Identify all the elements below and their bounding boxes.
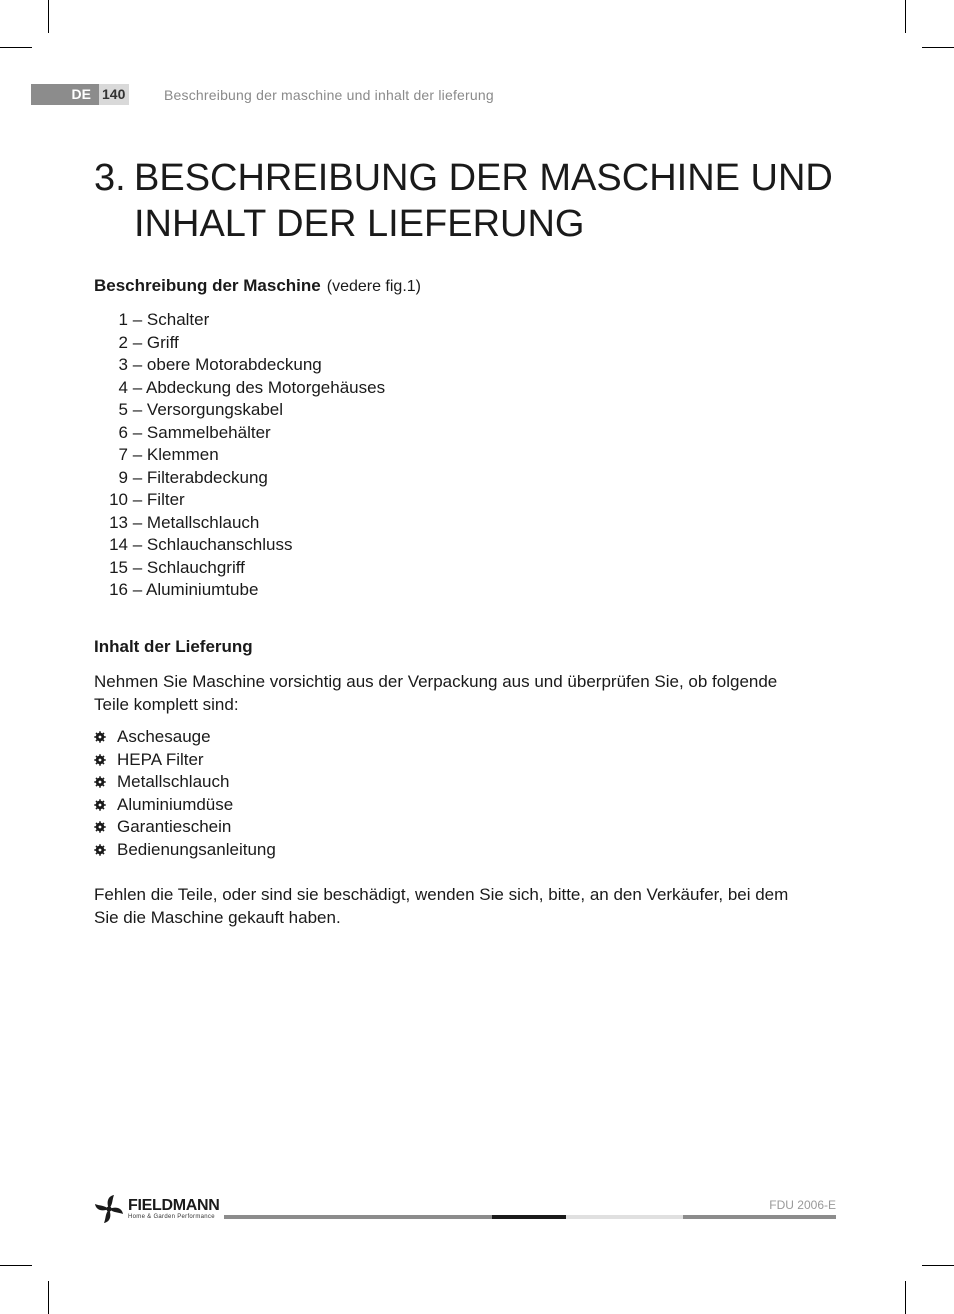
list-item [94, 354, 385, 377]
contents-item-label: Aluminiumdüse [117, 794, 234, 814]
part-label: – Versorgungskabel [132, 400, 284, 419]
list-item [94, 749, 276, 772]
title-line-2: INHALT DER LIEFERUNG [134, 203, 585, 245]
description-heading-text: Beschreibung der Maschine [94, 276, 321, 295]
contents-list [94, 726, 276, 861]
list-item [94, 309, 385, 332]
rule-segment [224, 1215, 492, 1219]
part-number: 15 [109, 557, 128, 577]
gear-bullet-icon [94, 816, 117, 838]
list-item [94, 557, 385, 580]
part-label: – Schlauchgriff [132, 557, 245, 577]
part-label: – obere Motorabdeckung [132, 355, 322, 374]
list-item [94, 377, 385, 400]
crop-mark [905, 1281, 906, 1314]
part-label: – Filterabdeckung [132, 467, 268, 487]
list-item [94, 489, 385, 512]
rule-segment [566, 1215, 683, 1219]
page-number: 140 [102, 86, 126, 102]
gear-bullet-icon [94, 749, 117, 771]
crop-mark [48, 0, 49, 33]
brand-name: FIELDMANN [128, 1197, 220, 1214]
fan-logo-icon [94, 1194, 124, 1224]
title-line-1: BESCHREIBUNG DER MASCHINE UND [134, 157, 833, 199]
list-item [94, 467, 385, 490]
list-item [94, 771, 276, 794]
section-number: 3. [94, 157, 126, 199]
part-label: – Aluminiumtube [132, 580, 259, 599]
part-number: 2 [118, 332, 128, 352]
list-item [94, 534, 385, 557]
crop-mark [922, 47, 954, 48]
crop-mark [905, 0, 906, 33]
part-number: 16 [109, 580, 128, 599]
part-label: – Metallschlauch [132, 512, 260, 532]
part-label: – Klemmen [132, 445, 219, 464]
list-item [94, 332, 385, 355]
part-number: 3 [118, 355, 128, 374]
crop-mark [922, 1265, 954, 1266]
crop-mark [48, 1281, 49, 1314]
part-number: 7 [118, 445, 128, 464]
list-item [94, 839, 276, 862]
part-number: 10 [109, 490, 128, 509]
missing-parts-note: Fehlen die Teile, oder sind sie beschädigt, wenden Sie sich, bitte, an den Verkäufer, bei dem Sie die Maschine gekauft haben. [94, 885, 789, 927]
brand-tagline: Home & Garden Performance [128, 1214, 215, 1220]
list-item [94, 444, 385, 467]
crop-mark [0, 1265, 32, 1266]
part-number: 4 [118, 377, 128, 397]
part-label: – Sammelbehälter [132, 422, 271, 442]
page-number-box [99, 84, 129, 105]
language-code: DE [71, 86, 91, 102]
part-label: – Abdeckung des Motorgehäuses [132, 377, 386, 397]
contents-heading: Inhalt der Lieferung [94, 637, 253, 656]
contents-item-label: HEPA Filter [117, 749, 204, 769]
part-number: 5 [118, 400, 128, 419]
description-heading [94, 276, 421, 296]
fieldmann-logo [94, 1193, 224, 1225]
part-label: – Schlauchanschluss [132, 535, 293, 554]
list-item [94, 512, 385, 535]
contents-item-label: Bedienungsanleitung [117, 839, 276, 859]
running-title: Beschreibung der maschine und inhalt der lieferung [164, 87, 494, 103]
gear-bullet-icon [94, 794, 117, 816]
contents-intro: Nehmen Sie Maschine vorsichtig aus der Verpackung aus und überprüfen Sie, ob folgende Teile komplett sind: [94, 672, 778, 714]
part-number: 1 [118, 310, 128, 329]
contents-item-label: Garantieschein [117, 817, 232, 836]
part-label: – Griff [132, 332, 179, 352]
footer-rule [224, 1215, 836, 1219]
gear-bullet-icon [94, 839, 117, 861]
figure-reference: (vedere fig.1) [326, 278, 421, 295]
part-number: 9 [118, 467, 128, 487]
part-number: 13 [109, 512, 128, 532]
page-header [31, 84, 129, 105]
model-code: FDU 2006-E [769, 1198, 836, 1212]
rule-segment [492, 1215, 566, 1219]
part-label: – Schalter [132, 310, 210, 329]
gear-bullet-icon [94, 771, 117, 793]
list-item [94, 579, 385, 602]
part-label: – Filter [132, 490, 185, 509]
list-item [94, 726, 276, 749]
part-number: 14 [109, 535, 128, 554]
page-title [94, 155, 834, 247]
list-item [94, 816, 276, 839]
gear-bullet-icon [94, 726, 117, 748]
list-item [94, 422, 385, 445]
crop-mark [0, 47, 32, 48]
part-number: 6 [118, 422, 128, 442]
parts-list [94, 309, 385, 602]
list-item [94, 399, 385, 422]
rule-segment [683, 1215, 836, 1219]
contents-item-label: Aschesauge [117, 727, 211, 746]
list-item [94, 794, 276, 817]
contents-item-label: Metallschlauch [117, 772, 230, 791]
language-tab [31, 84, 99, 105]
